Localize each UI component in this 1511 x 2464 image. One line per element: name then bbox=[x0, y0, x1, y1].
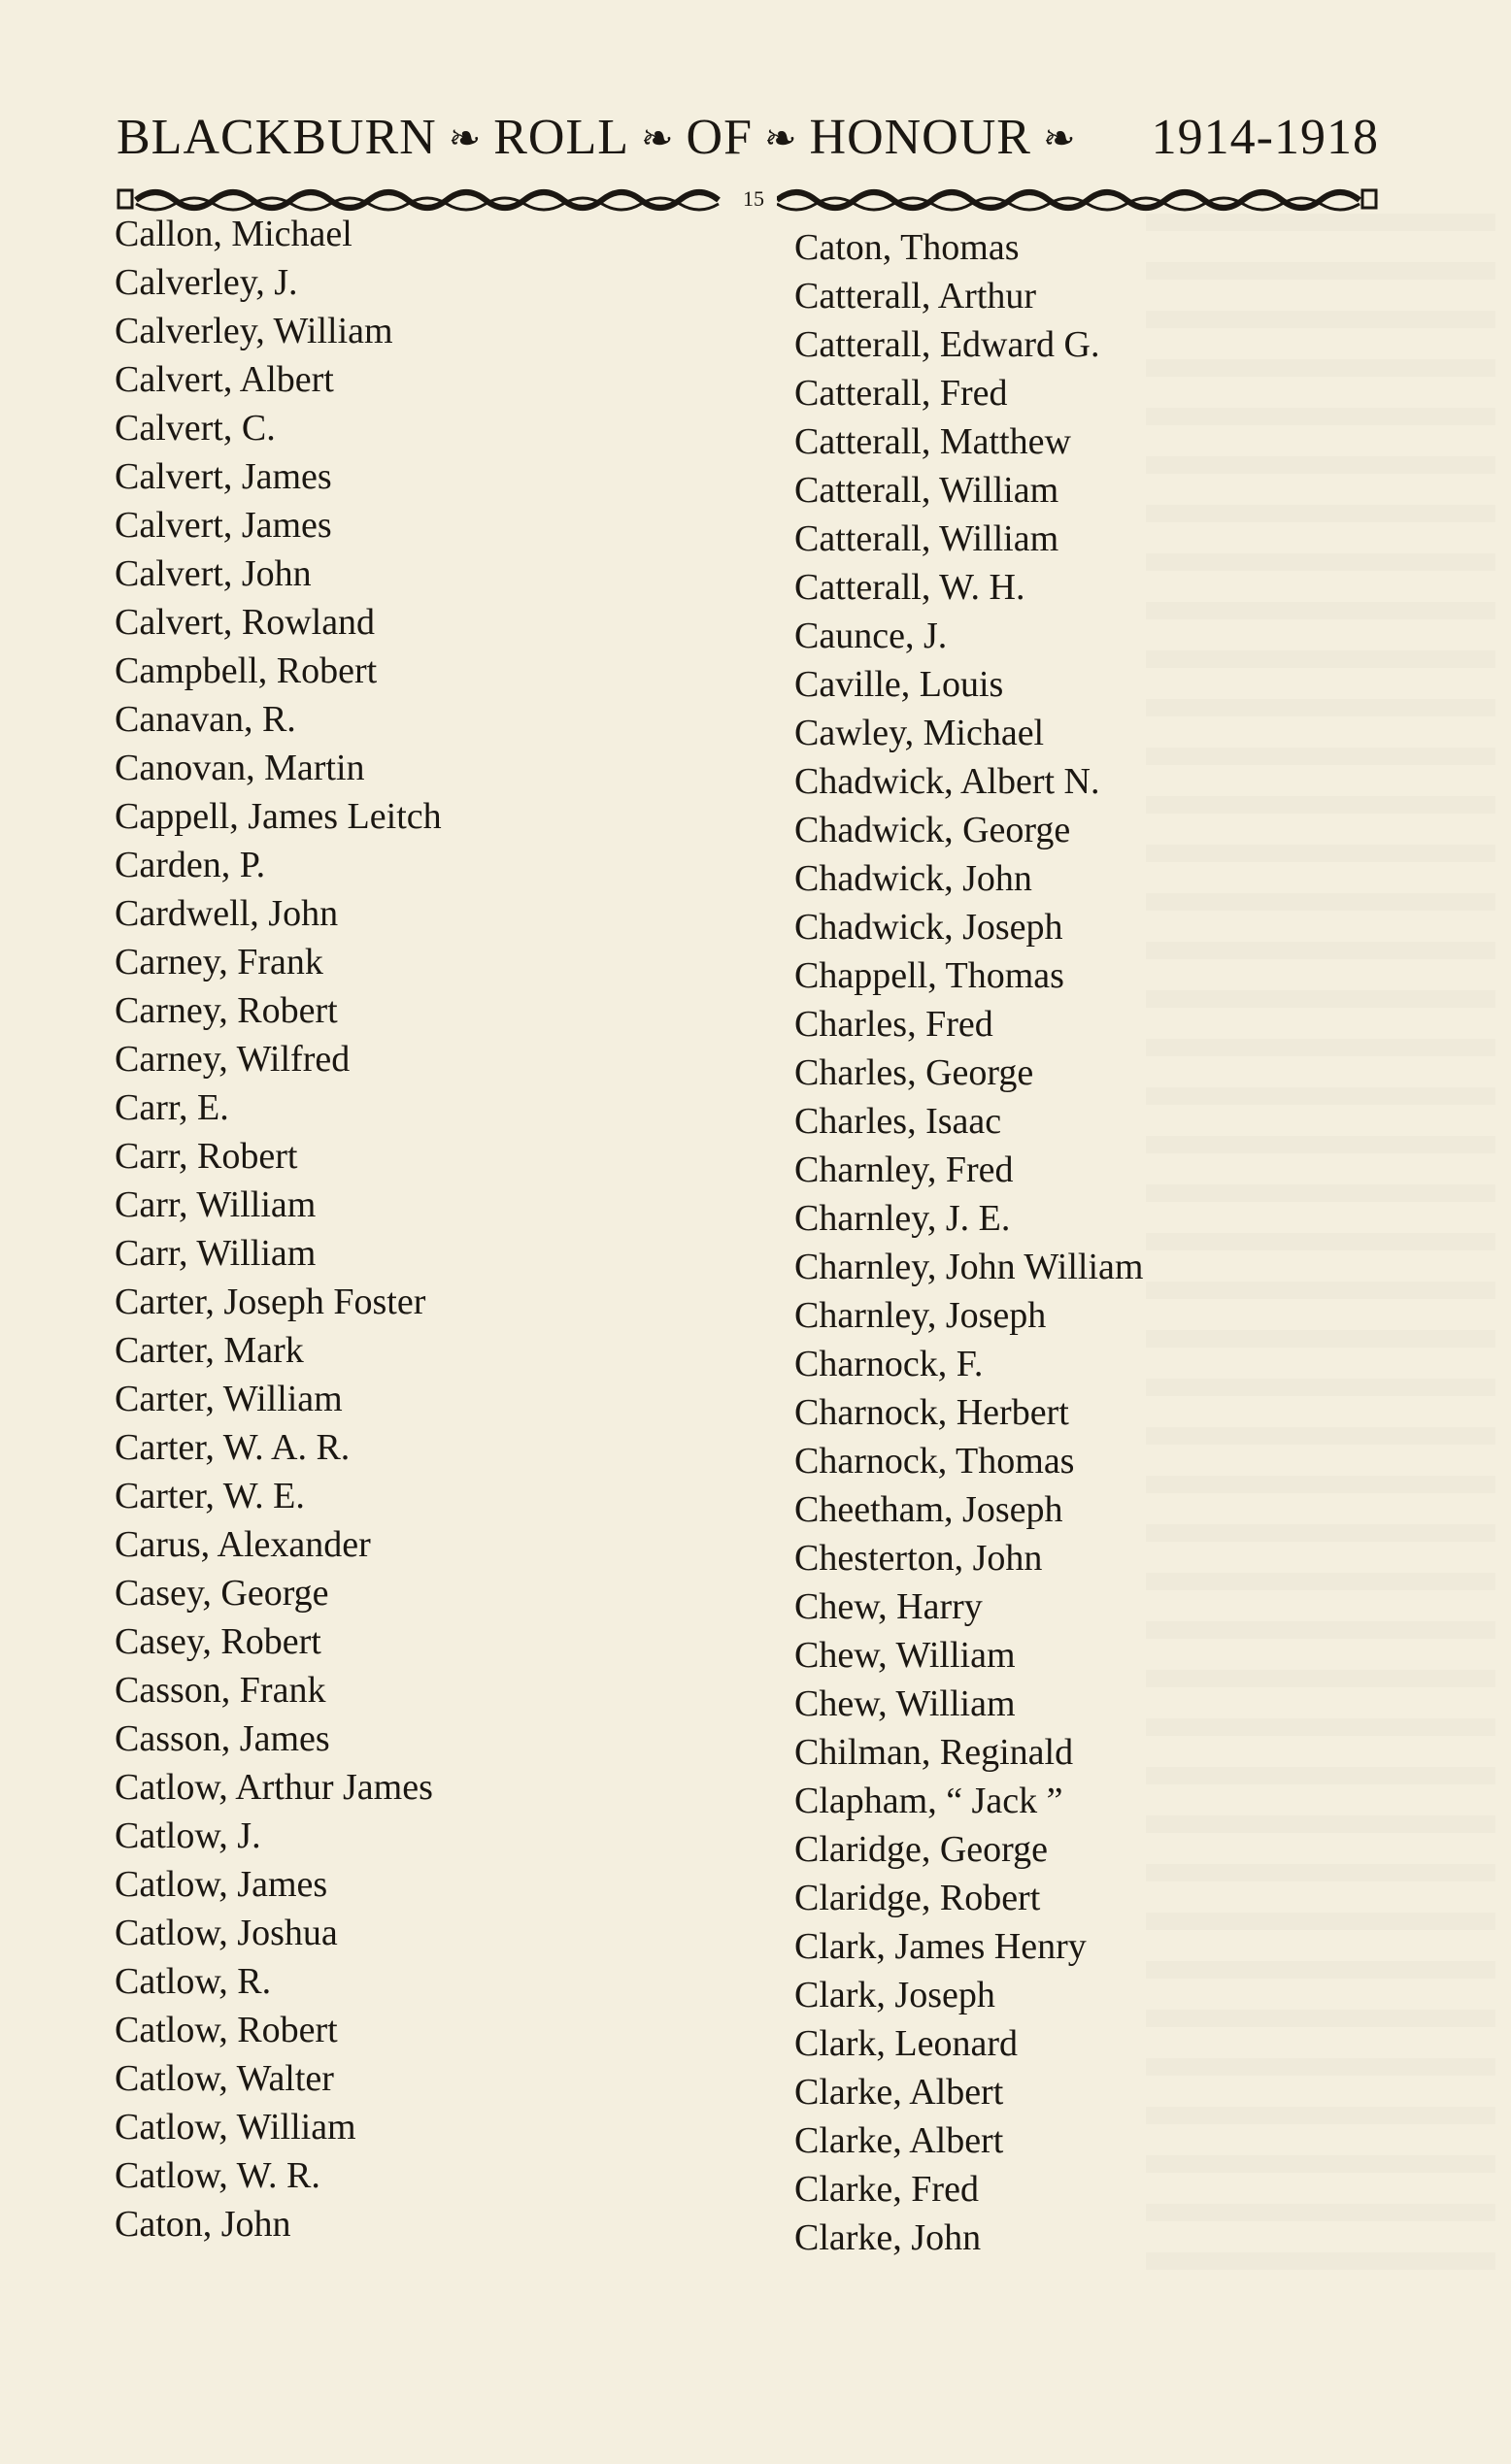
names-column-left bbox=[115, 210, 442, 2248]
name-entry: Carden, P. bbox=[115, 845, 266, 885]
header-years: 1914-1918 bbox=[1151, 110, 1379, 165]
header-word-roll: ROLL bbox=[493, 110, 629, 165]
name-entry: Carter, Joseph Foster bbox=[115, 1282, 426, 1322]
name-entry: Claridge, George bbox=[794, 1829, 1048, 1870]
name-entry: Calvert, James bbox=[115, 456, 332, 497]
name-entry: Chadwick, Joseph bbox=[794, 907, 1063, 948]
name-entry: Casey, Robert bbox=[115, 1621, 321, 1662]
name-entry: Caunce, J. bbox=[794, 616, 948, 656]
name-entry: Canavan, R. bbox=[115, 699, 296, 740]
name-entry: Carr, William bbox=[115, 1233, 317, 1274]
name-entry: Clapham, “ Jack ” bbox=[794, 1781, 1063, 1821]
name-entry: Clark, Leonard bbox=[794, 2023, 1019, 2064]
name-entry: Catlow, W. R. bbox=[115, 2155, 320, 2196]
name-entry: Catlow, Joshua bbox=[115, 1913, 338, 1953]
name-entry: Catterall, William bbox=[794, 470, 1059, 511]
name-entry: Charnley, J. E. bbox=[794, 1198, 1011, 1239]
name-entry: Charnley, Fred bbox=[794, 1149, 1014, 1190]
show-through-shadow bbox=[1146, 214, 1495, 2301]
name-entry: Chesterton, John bbox=[794, 1538, 1043, 1579]
page-header bbox=[117, 109, 1379, 177]
name-entry: Clarke, Fred bbox=[794, 2169, 979, 2210]
name-entry: Calvert, C. bbox=[115, 408, 276, 449]
name-entry: Clark, James Henry bbox=[794, 1926, 1087, 1967]
name-entry: Catlow, Robert bbox=[115, 2010, 338, 2050]
name-entry: Cawley, Michael bbox=[794, 713, 1045, 753]
name-entry: Catlow, William bbox=[115, 2107, 356, 2148]
name-entry: Carter, Mark bbox=[115, 1330, 304, 1371]
name-entry: Caton, Thomas bbox=[794, 227, 1020, 268]
scroll-border-icon bbox=[777, 181, 1379, 219]
name-entry: Cappell, James Leitch bbox=[115, 796, 442, 837]
name-entry: Charnley, Joseph bbox=[794, 1295, 1047, 1336]
name-entry: Clarke, John bbox=[794, 2217, 982, 2258]
name-entry: Catlow, James bbox=[115, 1864, 328, 1905]
name-entry: Catterall, Edward G. bbox=[794, 324, 1100, 365]
name-entry: Calvert, John bbox=[115, 553, 312, 594]
name-entry: Calvert, Albert bbox=[115, 359, 334, 400]
name-entry: Chappell, Thomas bbox=[794, 955, 1064, 996]
name-entry: Carter, W. E. bbox=[115, 1476, 305, 1516]
name-entry: Cheetham, Joseph bbox=[794, 1489, 1063, 1530]
header-word-of: OF bbox=[686, 110, 753, 165]
name-entry: Catterall, Arthur bbox=[794, 276, 1037, 316]
name-entry: Charles, George bbox=[794, 1052, 1034, 1093]
name-entry: Catlow, Walter bbox=[115, 2058, 334, 2099]
fleuron-ornament-icon: ❧ bbox=[1042, 117, 1077, 160]
name-entry: Catterall, W. H. bbox=[794, 567, 1025, 608]
name-entry: Carter, William bbox=[115, 1379, 343, 1419]
name-entry: Casey, George bbox=[115, 1573, 329, 1614]
name-entry: Charles, Isaac bbox=[794, 1101, 1002, 1142]
name-entry: Catlow, R. bbox=[115, 1961, 272, 2002]
name-entry: Catterall, Matthew bbox=[794, 421, 1071, 462]
name-entry: Catlow, J. bbox=[115, 1815, 261, 1856]
name-entry: Casson, Frank bbox=[115, 1670, 326, 1711]
name-entry: Carney, Frank bbox=[115, 942, 323, 982]
name-entry: Carr, E. bbox=[115, 1087, 229, 1128]
name-entry: Clark, Joseph bbox=[794, 1975, 995, 2015]
name-entry: Chew, William bbox=[794, 1635, 1016, 1676]
header-word-honour: HONOUR bbox=[809, 110, 1031, 165]
name-entry: Carr, Robert bbox=[115, 1136, 298, 1177]
name-entry: Chadwick, George bbox=[794, 810, 1071, 850]
name-entry: Charnock, Herbert bbox=[794, 1392, 1069, 1433]
name-entry: Catlow, Arthur James bbox=[115, 1767, 433, 1808]
name-entry: Caville, Louis bbox=[794, 664, 1004, 705]
name-entry: Chew, William bbox=[794, 1683, 1016, 1724]
name-entry: Calverley, William bbox=[115, 311, 393, 351]
header-word-blackburn: BLACKBURN bbox=[117, 110, 437, 165]
name-entry: Calvert, Rowland bbox=[115, 602, 376, 643]
name-entry: Casson, James bbox=[115, 1718, 330, 1759]
name-entry: Carr, William bbox=[115, 1184, 317, 1225]
name-entry: Carney, Wilfred bbox=[115, 1039, 351, 1080]
name-entry: Canovan, Martin bbox=[115, 748, 365, 788]
name-entry: Calvert, James bbox=[115, 505, 332, 546]
name-entry: Carus, Alexander bbox=[115, 1524, 371, 1565]
name-entry: Cardwell, John bbox=[115, 893, 339, 934]
fleuron-ornament-icon: ❧ bbox=[641, 117, 675, 160]
name-entry: Caton, John bbox=[115, 2204, 291, 2245]
name-entry: Chadwick, Albert N. bbox=[794, 761, 1100, 802]
name-entry: Callon, Michael bbox=[115, 214, 353, 254]
name-entry: Claridge, Robert bbox=[794, 1878, 1041, 1918]
fleuron-ornament-icon: ❧ bbox=[764, 117, 798, 160]
name-entry: Carter, W. A. R. bbox=[115, 1427, 351, 1468]
names-column-right bbox=[794, 223, 1143, 2262]
name-entry: Catterall, William bbox=[794, 518, 1059, 559]
fleuron-ornament-icon: ❧ bbox=[448, 117, 483, 160]
name-entry: Chew, Harry bbox=[794, 1586, 983, 1627]
name-entry: Carney, Robert bbox=[115, 990, 338, 1031]
name-entry: Charnley, John William bbox=[794, 1247, 1144, 1287]
name-entry: Charles, Fred bbox=[794, 1004, 993, 1045]
decorative-border-right bbox=[777, 181, 1379, 219]
name-entry: Charnock, Thomas bbox=[794, 1441, 1075, 1482]
name-entry: Chadwick, John bbox=[794, 858, 1032, 899]
name-entry: Clarke, Albert bbox=[794, 2072, 1004, 2113]
name-entry: Campbell, Robert bbox=[115, 650, 378, 691]
name-entry: Charnock, F. bbox=[794, 1344, 984, 1384]
page-number: 15 bbox=[743, 186, 764, 211]
name-entry: Calverley, J. bbox=[115, 262, 298, 303]
name-entry: Clarke, Albert bbox=[794, 2120, 1004, 2161]
name-entry: Chilman, Reginald bbox=[794, 1732, 1074, 1773]
name-entry: Catterall, Fred bbox=[794, 373, 1008, 414]
